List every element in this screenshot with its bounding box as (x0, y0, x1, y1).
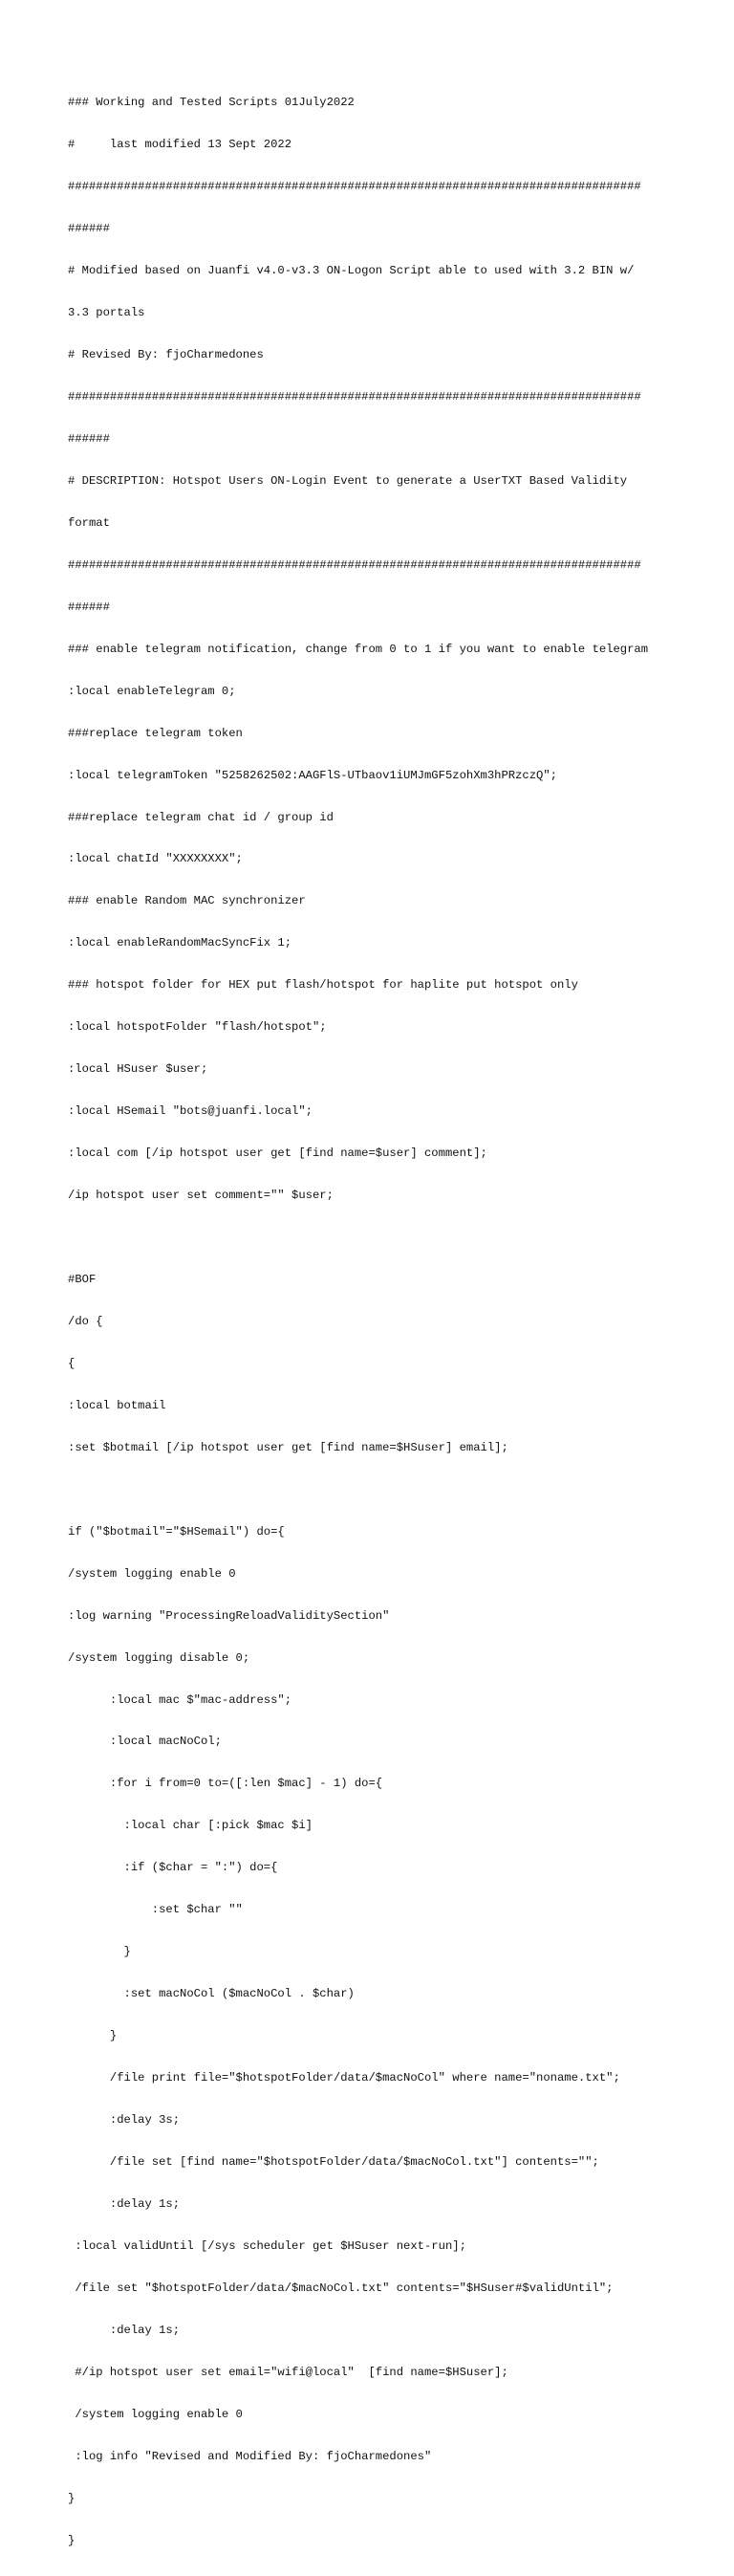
text-line: :delay 1s; (68, 2196, 181, 2211)
text-line: :local hotspotFolder "flash/hotspot"; (68, 1020, 327, 1035)
text-line: 3.3 portals (68, 306, 145, 320)
text-line: # Modified based on Juanfi v4.0-v3.3 ON-Logon Script able to used with 3.2 BIN w/ (68, 264, 635, 278)
text-line: :local HSuser $user; (68, 1062, 208, 1077)
text-line: :delay 3s; (68, 2113, 181, 2128)
text-line: /file print file="$hotspotFolder/data/$macNoCol" where name="noname.txt"; (68, 2071, 620, 2085)
script-text (68, 68, 680, 2576)
text-line: ### Working and Tested Scripts 01July2022 (68, 96, 355, 110)
text-line: :local telegramToken "5258262502:AAGFlS-UTbaov1iUMJmGF5zohXm3hPRzczQ"; (68, 768, 557, 782)
text-line: } (68, 1945, 131, 1959)
text-line: :local enableTelegram 0; (68, 684, 236, 698)
text-line: :local enableRandomMacSyncFix 1; (68, 936, 292, 950)
text-line: :local chatId "XXXXXXXX"; (68, 852, 243, 866)
text-line: { (68, 1356, 76, 1370)
text-line: ################################################################################## (68, 180, 641, 194)
blank-line (68, 1483, 680, 1497)
text-line: # last modified 13 Sept 2022 (68, 138, 292, 152)
text-line: ### hotspot folder for HEX put flash/hotspot for haplite put hotspot only (68, 978, 578, 993)
text-line: ### enable Random MAC synchronizer (68, 894, 306, 908)
text-line: } (68, 2029, 118, 2043)
text-line: ################################################################################## (68, 389, 641, 404)
text-line: } (68, 2533, 76, 2547)
text-line: #/ip hotspot user set email="wifi@local" [find name=$HSuser]; (68, 2365, 508, 2379)
text-line: :local char [:pick $mac $i] (68, 1819, 313, 1833)
text-line: :local macNoCol; (68, 1735, 222, 1749)
text-line: :local HSemail "bots@juanfi.local"; (68, 1104, 313, 1119)
text-line: format (68, 515, 110, 530)
text-line: :log info "Revised and Modified By: fjoCharmedones" (68, 2449, 432, 2463)
text-line: :local validUntil [/sys scheduler get $HSuser next-run]; (68, 2238, 466, 2253)
text-line: :for i from=0 to=([:len $mac] - 1) do={ (68, 1777, 383, 1791)
text-line: :log warning "ProcessingReloadValiditySection" (68, 1608, 390, 1623)
text-line: ###### (68, 222, 110, 236)
text-line: :set $botmail [/ip hotspot user get [find name=$HSuser] email]; (68, 1440, 508, 1454)
text-line: /do { (68, 1314, 103, 1328)
text-line: :local botmail (68, 1398, 166, 1412)
text-line: ################################################################################## (68, 557, 641, 572)
blank-line (68, 1231, 680, 1245)
text-line: :set $char "" (68, 1903, 243, 1917)
text-line: ###replace telegram token (68, 726, 243, 740)
text-line: :local com [/ip hotspot user get [find name=$user] comment]; (68, 1146, 487, 1161)
text-line: ###### (68, 431, 110, 446)
text-line: /file set [find name="$hotspotFolder/data/$macNoCol.txt"] contents=""; (68, 2155, 599, 2170)
text-line: ###### (68, 600, 110, 614)
text-line: /file set "$hotspotFolder/data/$macNoCol.txt" contents="$HSuser#$validUntil"; (68, 2281, 614, 2295)
text-line: ###replace telegram chat id / group id (68, 810, 334, 824)
text-line: /system logging disable 0; (68, 1650, 250, 1665)
text-line: /system logging enable 0 (68, 2407, 243, 2421)
text-line: ### enable telegram notification, change from 0 to 1 if you want to enable telegram (68, 642, 649, 656)
text-line: } (68, 2491, 76, 2505)
text-line: :set macNoCol ($macNoCol . $char) (68, 1987, 355, 2001)
text-line: #BOF (68, 1273, 97, 1286)
text-line: /system logging enable 0 (68, 1566, 236, 1581)
text-line: :local mac $"mac-address"; (68, 1692, 292, 1707)
text-line: # Revised By: fjoCharmedones (68, 348, 264, 362)
text-line: :delay 1s; (68, 2323, 181, 2337)
text-line: /ip hotspot user set comment="" $user; (68, 1189, 334, 1203)
text-line: # DESCRIPTION: Hotspot Users ON-Login Event to generate a UserTXT Based Validity (68, 473, 628, 488)
text-line: :if ($char = ":") do={ (68, 1861, 278, 1875)
text-line: if ("$botmail"="$HSemail") do={ (68, 1524, 285, 1539)
